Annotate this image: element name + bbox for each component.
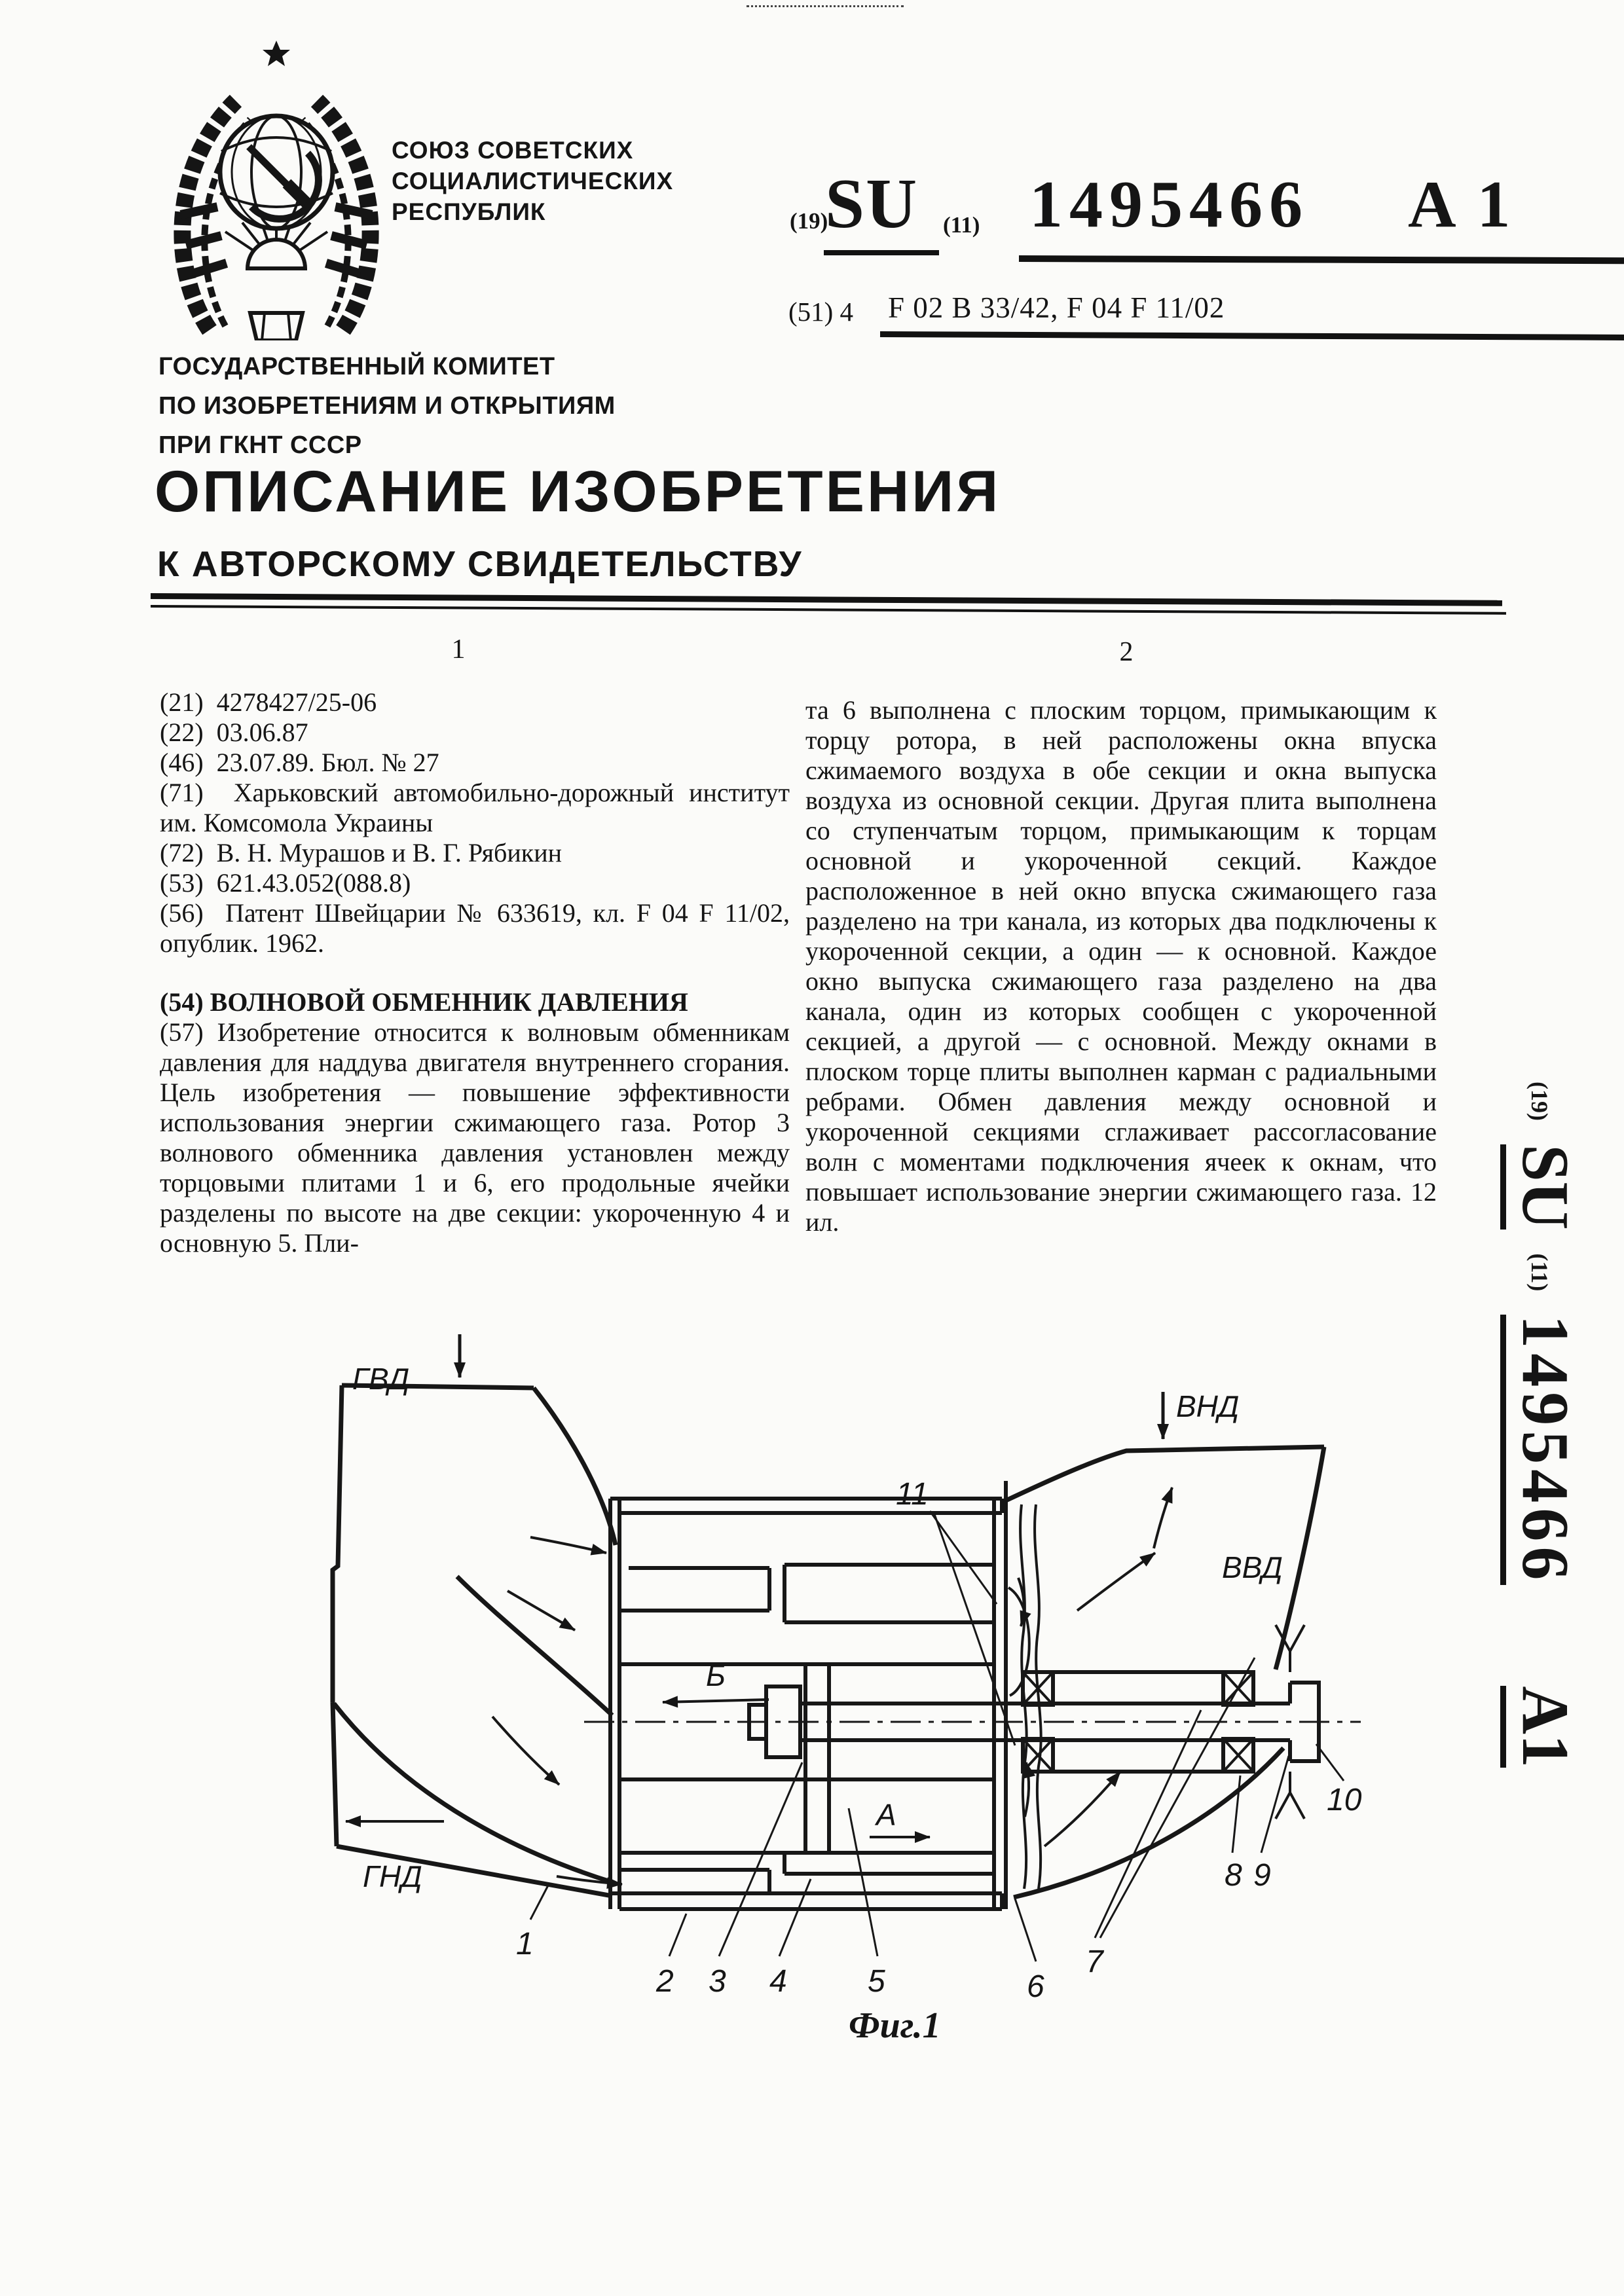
committee-name [158,347,616,465]
abstract-left-part [160,1017,790,1258]
ipc-underline-rule [880,331,1624,340]
country-code-underline [824,250,939,255]
part-number-7: 7 [1086,1944,1103,1979]
sidebar-code-11: (11) [1526,1253,1553,1292]
sidebar-kind-code: A1 [1501,1686,1579,1768]
abstract-text: Изобретение относится к волновым обменникам давления для наддува двигателя внутреннего сгорания. Цель изобретения — повышение эффективности использования энергии сжимающего газа. Ротор 3 волнового обменника давления установлен между торцовыми плитами 1 и 6, его продольные ячейки разделены по высоте на две секции: укороченную 4 и основную 5. Пли- [160,1017,790,1258]
header-rule-thin [151,605,1506,615]
part-number-10: 10 [1327,1783,1362,1817]
part-number-5: 5 [868,1964,885,1999]
field-value: 621.43.052(088.8) [216,868,411,898]
sidebar-code-19: (19) [1526,1082,1553,1121]
ipc-classification: F 02 B 33/42, F 04 F 11/02 [888,291,1225,324]
union-line: СОЮЗ СОВЕТСКИХ [392,137,634,164]
field-code: (72) [160,838,204,867]
document-number: 1495466 [1029,168,1309,242]
kind-code: A 1 [1408,168,1515,242]
scan-artifact-dotted-line [747,5,904,7]
field-value: 4278427/25-06 [216,687,377,717]
part-number-1: 1 [516,1927,534,1961]
document-type-subtitle: К АВТОРСКОМУ СВИДЕТЕЛЬСТВУ [157,543,803,584]
field-46 [160,748,790,778]
part-number-6: 6 [1027,1969,1044,2004]
field-value: 23.07.89. Бюл. № 27 [216,748,439,777]
part-number-4: 4 [769,1964,787,1999]
field-21 [160,687,790,718]
committee-line: ПО ИЗОБРЕТЕНИЯМ И ОТКРЫТИЯМ [158,392,616,420]
right-column [805,695,1437,1237]
field-53 [160,868,790,898]
label-vvd: ВВД [1222,1550,1283,1584]
part-number-3: 3 [709,1964,726,1999]
rotor-and-plates [610,1481,1029,1909]
part-number-8: 8 [1225,1858,1242,1893]
abstract-right-part: та 6 выполнена с плоским торцом, примыкающим к торцу ротора, в ней расположены окна впуска сжимаемого воздуха в обе секции и окна выпуска воздуха из основной секции. Другая плита выполнена со ступенчатым торцом, примыкающим к торцам основной и укороченной секций. Каждое расположенное в ней окно впуска сжимающего газа разделено на три канала, из которых два подключены к укороченной секции, а один — к основной. Каждое окно выпуска сжимающего газа разделено на два канала, один из которых сообщен с укороченной секцией, а другой — с основной. Между окнами в плоском торце плиты выполнен карман с радиальными ребрами. Обмен давления между основной и укороченной секциями сглаживает рассогласование волн с моментами подключения ячеек к окнам, что повышает использование энергии сжимающего газа. 12 ил. [805,695,1437,1237]
field-value: Харьковский автомобильно-дорожный институт им. Комсомола Украины [160,778,790,837]
sidebar-country-code: SU [1501,1144,1579,1230]
figure-caption: Фиг.1 [849,2005,941,2046]
sidebar-publication-number [1480,1082,1599,1978]
ussr-coat-of-arms-icon [152,38,401,340]
document-type-title: ОПИСАНИЕ ИЗОБРЕТЕНИЯ [155,458,1001,524]
part-number-9: 9 [1253,1858,1271,1893]
figure-1-drawing [282,1329,1434,2049]
field-code: (71) [160,778,204,807]
title-code: (54) [160,987,204,1017]
header-rule-thick [151,593,1502,606]
field-22 [160,718,790,748]
union-line: СОЦИАЛИСТИЧЕСКИХ [392,168,674,194]
label-gnd: ГНД [363,1859,422,1893]
committee-line: ГОСУДАРСТВЕННЫЙ КОМИТЕТ [158,353,555,380]
field-value: В. Н. Мурашов и В. Г. Рябикин [216,838,563,867]
part-number-2: 2 [656,1964,674,1999]
left-housing [333,1385,616,1896]
left-column [160,687,790,1258]
invention-title [160,987,736,1017]
field-code: (21) [160,687,204,717]
inid-code-19: (19) [790,208,828,234]
column-number-right: 2 [1119,637,1134,667]
field-code: (53) [160,868,204,898]
label-a: А [876,1798,896,1832]
title-text: ВОЛНОВОЙ ОБМЕННИК ДАВЛЕНИЯ [210,987,688,1017]
union-line: РЕСПУБЛИК [392,198,546,225]
label-gvd: ГВД [352,1362,410,1396]
number-underline-rule [1019,255,1624,264]
label-vnd: ВНД [1176,1389,1240,1423]
inid-code-11: (11) [943,212,980,238]
field-value: 03.06.87 [216,718,308,747]
field-56 [160,898,790,958]
field-code: (22) [160,718,204,747]
field-71 [160,778,790,838]
field-code: (56) [160,898,204,928]
column-number-left: 1 [451,634,466,665]
part-number-11: 11 [896,1477,929,1512]
country-code: SU [825,165,919,243]
field-value: Патент Швейцарии № 633619, кл. F 04 F 11/02, опублик. 1962. [160,898,790,958]
field-code: (46) [160,748,204,777]
abstract-code: (57) [160,1017,204,1047]
inid-code-51: (51) 4 [788,297,854,327]
sidebar-document-number: 1495466 [1501,1315,1579,1585]
label-b: Б [706,1658,726,1692]
union-name [392,135,673,227]
committee-line: ПРИ ГКНТ СССР [158,431,362,459]
field-72 [160,838,790,868]
